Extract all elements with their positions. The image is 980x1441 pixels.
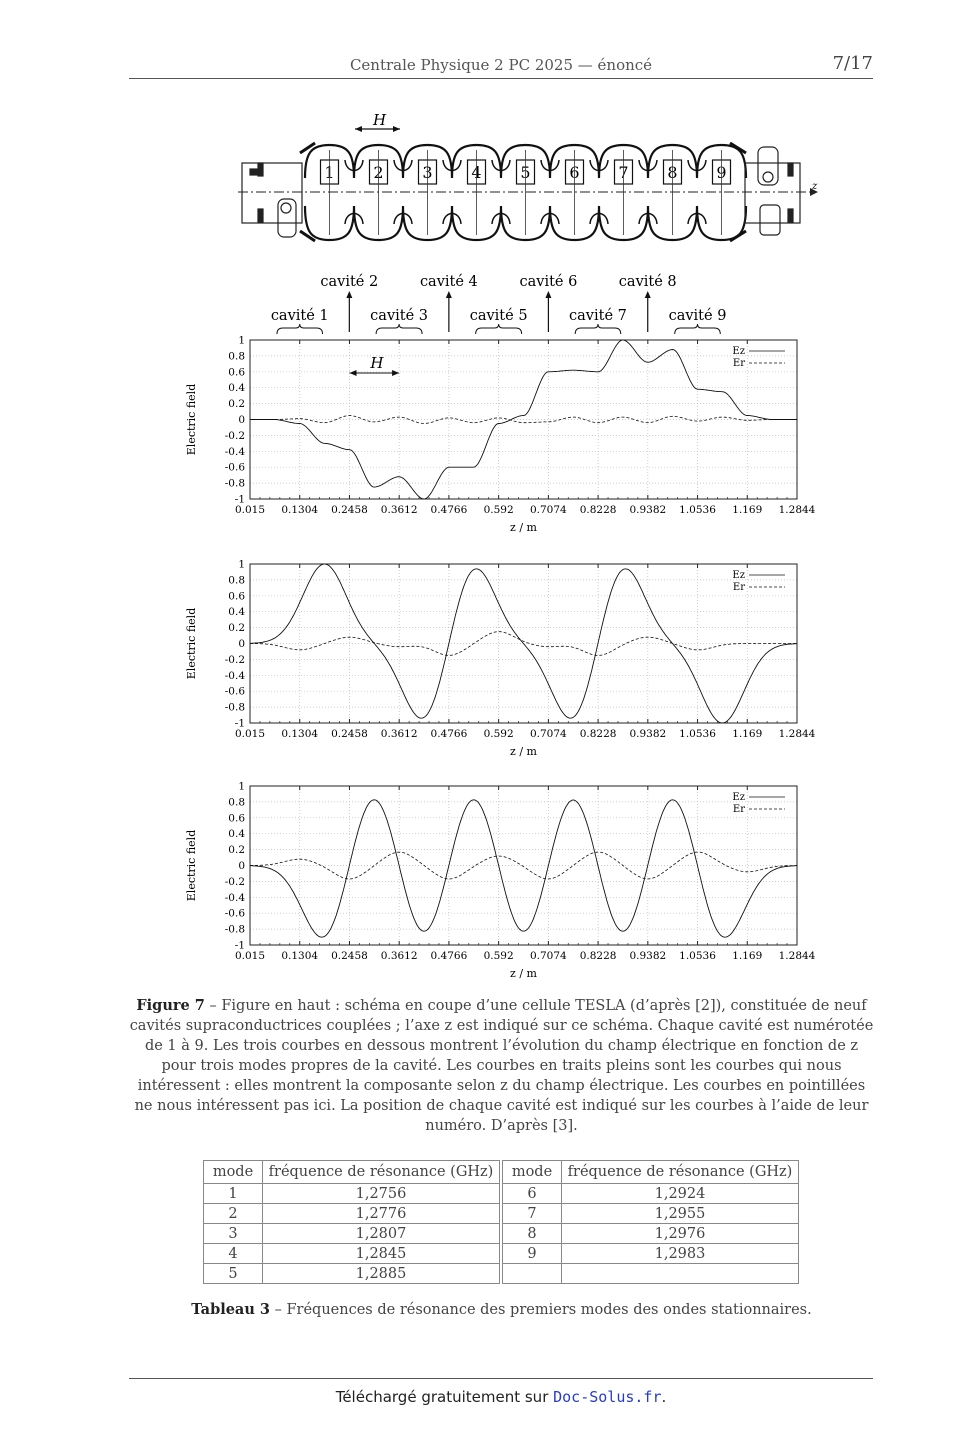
x-axis-label: z / m	[510, 967, 537, 980]
cell-frequency: 1,2776	[263, 1204, 500, 1224]
cell-frequency	[562, 1264, 799, 1284]
cavity-cell-number: 5	[520, 163, 531, 182]
tableau-3-caption	[129, 1300, 874, 1320]
cell-mode: 5	[204, 1264, 263, 1284]
x-tick-label: 0.9382	[629, 950, 667, 962]
field-plot-2	[175, 554, 825, 766]
y-tick-label: -0.4	[224, 891, 245, 904]
x-tick-label: 0.9382	[629, 504, 667, 516]
cavity-cell-number: 7	[618, 163, 629, 182]
y-tick-label: -1	[234, 939, 245, 952]
cavity-cell-number: 3	[422, 163, 433, 182]
figure-7-caption	[129, 996, 874, 1136]
x-tick-label: 0.8228	[579, 504, 617, 516]
col-header-frequency: fréquence de résonance (GHz)	[562, 1161, 799, 1184]
cell-frequency: 1,2807	[263, 1224, 500, 1244]
col-header-frequency: fréquence de résonance (GHz)	[263, 1161, 500, 1184]
y-tick-label: -0.6	[224, 907, 245, 920]
resonance-frequency-table	[203, 1160, 799, 1284]
y-axis-label: Electric field	[185, 383, 198, 456]
cell-mode: 3	[204, 1224, 263, 1244]
y-tick-label: -0.2	[224, 653, 245, 666]
y-tick-label: -0.4	[224, 669, 245, 682]
x-tick-label: 1.0536	[679, 728, 716, 740]
y-tick-label: -0.8	[224, 923, 245, 936]
beam-pipe-right	[745, 147, 800, 235]
x-tick-label: 1.2844	[778, 504, 816, 516]
cavity-label-odd: cavité 9	[668, 308, 727, 324]
y-tick-label: 0.2	[228, 844, 245, 857]
cell-mode: 9	[503, 1244, 562, 1264]
cell-mode: 1	[204, 1184, 263, 1204]
cavity-label-even: cavité 4	[419, 274, 478, 290]
beam-pipe-left	[242, 163, 302, 237]
cell-frequency: 1,2955	[562, 1204, 799, 1224]
y-tick-label: -0.2	[224, 875, 245, 888]
y-tick-label: 0.2	[228, 398, 245, 411]
legend-label: Ez	[732, 792, 745, 803]
x-tick-label: 0.1304	[281, 950, 319, 962]
tableau-3-text: – Fréquences de résonance des premiers modes des ondes stationnaires.	[270, 1302, 812, 1318]
x-tick-label: 0.592	[483, 950, 514, 962]
cavity-label-odd: cavité 5	[469, 308, 528, 324]
x-tick-label: 0.9382	[629, 728, 667, 740]
cavity-label-even: cavité 8	[618, 274, 677, 290]
table-row	[204, 1184, 799, 1204]
cell-frequency: 1,2976	[562, 1224, 799, 1244]
legend-label: Ez	[732, 346, 745, 357]
x-tick-label: 0.4766	[430, 504, 468, 516]
cavity-label-even: cavité 2	[320, 274, 379, 290]
legend-label: Er	[732, 582, 745, 593]
cell-frequency: 1,2885	[263, 1264, 500, 1284]
figure-7-label: Figure 7	[136, 997, 205, 1014]
y-tick-label: 0.6	[228, 366, 245, 379]
x-tick-label: 0.015	[234, 950, 266, 962]
cell-frequency: 1,2845	[263, 1244, 500, 1264]
x-tick-label: 1.0536	[679, 950, 716, 962]
y-axis-label: Electric field	[185, 829, 198, 902]
cell-mode: 8	[503, 1224, 562, 1244]
H-label: H	[370, 354, 384, 372]
y-tick-label: 0.8	[228, 350, 245, 363]
page-header	[129, 52, 873, 79]
x-tick-label: 1.2844	[778, 950, 816, 962]
y-tick-label: 0.8	[228, 574, 245, 587]
cell-mode: 6	[503, 1184, 562, 1204]
x-axis-label: z / m	[510, 521, 537, 534]
y-tick-label: 1	[238, 780, 245, 793]
x-tick-label: 0.2458	[331, 504, 368, 516]
y-tick-label: 0.4	[228, 606, 245, 619]
y-tick-label: -0.8	[224, 477, 245, 490]
x-tick-label: 0.015	[234, 504, 266, 516]
cavity-cell-number: 8	[667, 163, 678, 182]
series-ez-line	[250, 564, 797, 723]
x-tick-label: 0.8228	[579, 728, 617, 740]
x-tick-label: 0.1304	[281, 728, 319, 740]
y-tick-label: 1	[238, 558, 245, 571]
x-tick-label: 0.4766	[430, 950, 468, 962]
cavity-cell-number: 6	[569, 163, 580, 182]
table-row	[204, 1264, 799, 1284]
series-ez-line	[250, 800, 797, 937]
col-header-mode: mode	[503, 1161, 562, 1184]
cavity-label-even: cavité 6	[519, 274, 578, 290]
y-tick-label: 0.6	[228, 812, 245, 825]
y-tick-label: -0.4	[224, 445, 245, 458]
x-tick-label: 1.169	[732, 950, 763, 962]
y-tick-label: -1	[234, 717, 245, 730]
page-footer	[129, 1378, 873, 1406]
cavity-cell-number: 2	[373, 163, 384, 182]
cavity-label-odd: cavité 1	[270, 308, 329, 324]
table-row	[204, 1204, 799, 1224]
z-axis-label: z	[812, 181, 818, 192]
header-title: Centrale Physique 2 PC 2025 — énoncé	[349, 56, 653, 74]
footer-end: .	[661, 1388, 667, 1406]
cavity-cell-number: 9	[716, 163, 727, 182]
x-axis-label: z / m	[510, 745, 537, 758]
col-header-mode: mode	[204, 1161, 263, 1184]
cavity-label-odd: cavité 7	[569, 308, 627, 324]
x-tick-label: 0.592	[483, 728, 514, 740]
y-tick-label: 1	[238, 334, 245, 347]
y-tick-label: -1	[234, 493, 245, 506]
y-tick-label: -0.2	[224, 429, 245, 442]
table-row	[204, 1244, 799, 1264]
page-number: 7/17	[832, 53, 873, 74]
x-tick-label: 1.0536	[679, 504, 716, 516]
x-tick-label: 0.3612	[380, 728, 418, 740]
x-tick-label: 0.7074	[529, 504, 567, 516]
cell-mode: 2	[204, 1204, 263, 1224]
y-tick-label: 0	[238, 860, 245, 872]
cell-frequency: 1,2983	[562, 1244, 799, 1264]
footer-text: Téléchargé gratuitement sur	[335, 1388, 554, 1406]
footer-link[interactable]: Doc-Solus.fr	[553, 1388, 662, 1406]
cavity-cell-number: 1	[324, 163, 335, 182]
y-tick-label: 0.4	[228, 828, 245, 841]
cell-mode: 7	[503, 1204, 562, 1224]
y-tick-label: -0.8	[224, 701, 245, 714]
x-tick-label: 0.015	[234, 728, 266, 740]
H-label: H	[373, 111, 387, 129]
cell-frequency: 1,2756	[263, 1184, 500, 1204]
y-tick-label: 0.2	[228, 622, 245, 635]
y-axis-label: Electric field	[185, 607, 198, 680]
cell-mode	[503, 1264, 562, 1284]
cell-frequency: 1,2924	[562, 1184, 799, 1204]
x-tick-label: 0.2458	[331, 728, 368, 740]
x-tick-label: 0.7074	[529, 728, 567, 740]
cell-mode: 4	[204, 1244, 263, 1264]
y-tick-label: 0.4	[228, 382, 245, 395]
x-tick-label: 0.4766	[430, 728, 468, 740]
x-tick-label: 0.592	[483, 504, 514, 516]
field-plot-3	[175, 776, 825, 988]
cavity-cell-number: 4	[471, 163, 482, 182]
legend-label: Er	[732, 804, 745, 815]
x-tick-label: 0.3612	[380, 950, 418, 962]
y-tick-label: 0	[238, 414, 245, 426]
x-tick-label: 0.2458	[331, 950, 368, 962]
y-tick-label: 0.8	[228, 796, 245, 809]
x-tick-label: 0.7074	[529, 950, 567, 962]
y-tick-label: -0.6	[224, 685, 245, 698]
legend-label: Er	[732, 358, 745, 369]
figure-7-text: – Figure en haut : schéma en coupe d’une cellule TESLA (d’après [2]), constituée de neuf cavités supraconductrices couplées ; l’axe z est indiqué sur ce schéma. Chaque cavité est numérotée de 1 à 9. Les trois courbes en dessous montrent l’évolution du champ électrique en fonction de z pour trois modes propres de la cavité. Les courbes en traits pleins sont les courbes qui nous intéressent : elles montrent la composante selon z du champ électrique. Les courbes en pointillées ne nous intéressent pas ici. La position de chaque cavité est indiqué sur les courbes à l’aide de leur numéro. D’après [3].	[129, 998, 874, 1134]
x-tick-label: 1.2844	[778, 728, 816, 740]
y-tick-label: 0	[238, 638, 245, 650]
tesla-cavity-schematic	[230, 105, 830, 245]
field-plot-1	[175, 330, 825, 542]
y-tick-label: -0.6	[224, 461, 245, 474]
x-tick-label: 0.3612	[380, 504, 418, 516]
table-row	[204, 1224, 799, 1244]
table-header-row	[204, 1161, 799, 1184]
tableau-3-label: Tableau 3	[191, 1301, 271, 1318]
x-tick-label: 1.169	[732, 504, 763, 516]
y-tick-label: 0.6	[228, 590, 245, 603]
cavity-label-odd: cavité 3	[370, 308, 429, 324]
legend-label: Ez	[732, 570, 745, 581]
x-tick-label: 0.8228	[579, 950, 617, 962]
x-tick-label: 0.1304	[281, 504, 319, 516]
x-tick-label: 1.169	[732, 728, 763, 740]
